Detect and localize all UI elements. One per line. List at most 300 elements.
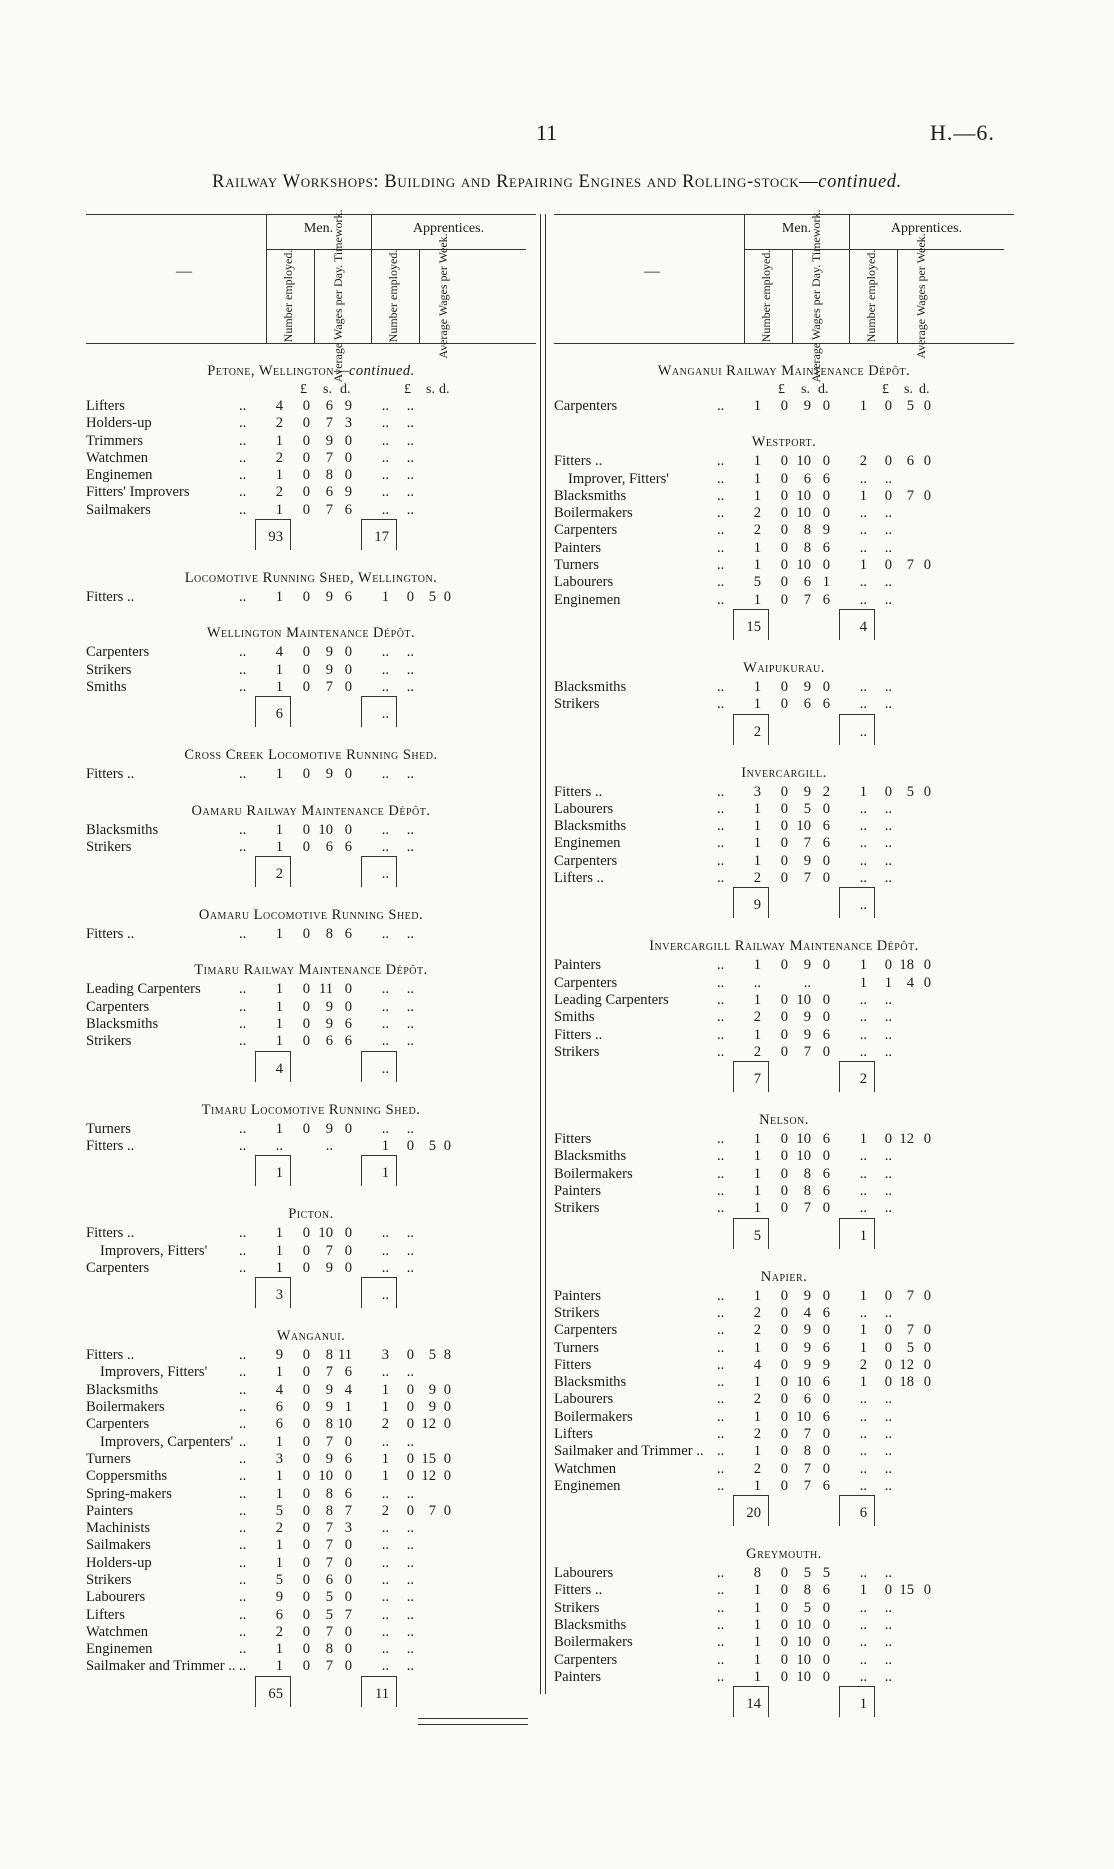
section-total-row — [86, 696, 536, 728]
total-men: 20 — [746, 1505, 761, 1522]
men-pence: 7 — [344, 1502, 352, 1519]
men-pounds: 0 — [302, 678, 310, 695]
leader-dots: .. — [717, 1339, 725, 1356]
table-row — [554, 1617, 1014, 1634]
apprentice-pounds: .. — [884, 1304, 892, 1321]
men-pence: 6 — [822, 1582, 830, 1599]
men-pence: 9 — [344, 398, 352, 414]
unit-pound: £ — [882, 382, 889, 397]
apprentice-pence: 0 — [923, 1356, 931, 1373]
apprentice-pounds: .. — [884, 1200, 892, 1217]
table-row — [86, 398, 536, 415]
men-pounds: 0 — [780, 1148, 788, 1165]
section-title-text: Wanganui Railway Maintenance Dépôt. — [657, 363, 911, 379]
men-number: 1 — [275, 1033, 283, 1050]
leader-dots: .. — [717, 1200, 725, 1217]
leader-dots: .. — [717, 1287, 725, 1304]
apprentice-pence: 0 — [443, 1450, 451, 1467]
apprentice-number: 1 — [859, 1287, 867, 1304]
apprentice-pounds: .. — [406, 467, 414, 484]
men-number: 1 — [753, 1339, 761, 1356]
men-pence: 0 — [822, 1443, 830, 1460]
section-total-row — [86, 1051, 536, 1083]
apprentice-pounds: .. — [884, 1599, 892, 1616]
men-pounds: 0 — [780, 1408, 788, 1425]
trade-label: Enginemen — [86, 1641, 153, 1658]
table-row — [554, 592, 1014, 609]
total-apprentices: 17 — [374, 529, 389, 546]
leader-dots: .. — [717, 1425, 725, 1442]
men-shillings: 5 — [325, 1589, 333, 1606]
section-total-row — [554, 1686, 1014, 1718]
men-number: .. — [753, 974, 761, 991]
men-number: 1 — [275, 501, 283, 518]
trade-label: Fitters' Improvers — [86, 484, 190, 501]
men-pounds: 0 — [780, 1026, 788, 1043]
trade-label: Enginemen — [554, 591, 621, 608]
table-row — [86, 679, 536, 696]
men-pounds: 0 — [780, 852, 788, 869]
leader-dots: .. — [239, 1433, 247, 1450]
trade-label: Enginemen — [554, 835, 621, 852]
apprentice-pounds: .. — [884, 1634, 892, 1651]
apprentice-number: 1 — [859, 974, 867, 991]
leader-dots: .. — [717, 1599, 725, 1616]
leader-dots: .. — [717, 1582, 725, 1599]
left-section-title — [86, 567, 536, 589]
apprentice-pounds: .. — [884, 991, 892, 1008]
men-pence: 0 — [344, 661, 352, 678]
men-pounds: 0 — [780, 783, 788, 800]
men-pounds: 0 — [780, 1599, 788, 1616]
total-apprentices: .. — [859, 723, 867, 740]
leader-dots: .. — [717, 1391, 725, 1408]
table-row — [86, 1451, 536, 1468]
leader-dots: .. — [239, 1468, 247, 1485]
header-num-employed — [746, 251, 786, 341]
men-pounds: 0 — [302, 1242, 310, 1259]
leader-dots: .. — [717, 1651, 725, 1668]
men-pounds: 0 — [780, 1131, 788, 1148]
apprentice-number: .. — [859, 800, 867, 817]
apprentice-number: .. — [381, 1606, 389, 1623]
men-pounds: 0 — [780, 1009, 788, 1026]
section-title-text: Picton. — [288, 1206, 334, 1223]
men-pence: 0 — [822, 557, 830, 574]
apprentice-shillings: 18 — [899, 1374, 914, 1391]
apprentice-pence: 0 — [923, 1287, 931, 1304]
unit-pound: £ — [778, 382, 785, 397]
apprentice-number: .. — [859, 1183, 867, 1200]
apprentice-pence: 0 — [923, 1339, 931, 1356]
apprentice-pounds: .. — [884, 818, 892, 835]
men-number: 6 — [275, 1606, 283, 1623]
apprentice-number: .. — [381, 1658, 389, 1675]
men-number: 1 — [275, 1016, 283, 1033]
men-pence: 6 — [822, 696, 830, 713]
leader-dots: .. — [239, 1016, 247, 1033]
men-number: 2 — [753, 1009, 761, 1026]
apprentice-pounds: .. — [884, 574, 892, 591]
men-number: 1 — [275, 1485, 283, 1502]
trade-label: Carpenters — [86, 644, 150, 661]
apprentice-number: .. — [859, 1425, 867, 1442]
table-row — [554, 992, 1014, 1009]
men-shillings: 7 — [325, 415, 333, 432]
men-number: 2 — [275, 1623, 283, 1640]
apprentice-shillings: 7 — [428, 1502, 436, 1519]
men-shillings: 10 — [796, 1651, 811, 1668]
men-pence: 0 — [344, 449, 352, 466]
table-row — [86, 1624, 536, 1641]
men-number: 1 — [753, 398, 761, 414]
apprentice-pounds: 0 — [884, 957, 892, 974]
men-shillings: 6 — [803, 696, 811, 713]
apprentice-number: .. — [381, 821, 389, 838]
apprentice-number: .. — [859, 1391, 867, 1408]
men-pence: 1 — [822, 574, 830, 591]
apprentice-pounds: 0 — [884, 453, 892, 470]
men-shillings: 5 — [803, 1599, 811, 1616]
right-section-title — [554, 360, 1014, 382]
table-row — [554, 1426, 1014, 1443]
leader-dots: .. — [717, 1183, 725, 1200]
men-pence: 6 — [822, 1304, 830, 1321]
total-men: 2 — [275, 866, 283, 883]
men-pence: 0 — [344, 1468, 352, 1485]
men-number: 4 — [275, 398, 283, 414]
men-shillings: 10 — [796, 1131, 811, 1148]
trade-label: Strikers — [86, 1571, 132, 1588]
trade-label: Sailmakers — [86, 1537, 151, 1554]
men-shillings: 9 — [325, 644, 333, 661]
table-row — [554, 957, 1014, 974]
table-row — [86, 1347, 536, 1364]
men-shillings: 7 — [803, 1477, 811, 1494]
table-row — [554, 1166, 1014, 1183]
table-row — [86, 766, 536, 783]
apprentice-number: .. — [381, 1364, 389, 1381]
men-number: 2 — [753, 1391, 761, 1408]
men-pounds: 0 — [780, 522, 788, 539]
leader-dots: .. — [239, 1033, 247, 1050]
apprentice-number: 1 — [859, 1582, 867, 1599]
men-number: 1 — [753, 1599, 761, 1616]
men-pence: 0 — [822, 1668, 830, 1685]
men-pounds: 0 — [302, 1433, 310, 1450]
total-apprentices: 1 — [859, 1696, 867, 1713]
trade-label: Fitters — [554, 1131, 592, 1148]
table-row — [86, 1399, 536, 1416]
apprentice-shillings: 5 — [906, 398, 914, 414]
men-number: 1 — [275, 1537, 283, 1554]
trade-label: Painters — [554, 1668, 602, 1685]
table-row — [554, 1322, 1014, 1339]
men-pence: 0 — [822, 453, 830, 470]
leader-dots: .. — [717, 505, 725, 522]
men-shillings: 9 — [803, 1339, 811, 1356]
men-shillings: 7 — [325, 678, 333, 695]
apprentice-number: .. — [381, 1120, 389, 1137]
leader-dots: .. — [717, 800, 725, 817]
men-pounds: 0 — [780, 453, 788, 470]
table-row — [554, 679, 1014, 696]
section-total-row — [554, 1218, 1014, 1250]
trade-label: Painters — [554, 539, 602, 556]
trade-label: Strikers — [86, 838, 132, 855]
men-pounds: 0 — [302, 1589, 310, 1606]
total-men: 2 — [753, 723, 761, 740]
apprentice-pounds: .. — [884, 1148, 892, 1165]
men-number: 1 — [275, 1658, 283, 1675]
section-total-row — [554, 714, 1014, 746]
header-avg-week — [901, 233, 941, 359]
men-shillings: 7 — [803, 1425, 811, 1442]
apprentice-pounds: .. — [884, 1425, 892, 1442]
men-number: 5 — [275, 1571, 283, 1588]
apprentice-pounds: .. — [406, 1571, 414, 1588]
table-row — [554, 540, 1014, 557]
apprentice-pence: 0 — [923, 1582, 931, 1599]
men-pence: 0 — [344, 1623, 352, 1640]
section-title-text: Napier. — [760, 1268, 808, 1285]
men-pence: 0 — [822, 487, 830, 504]
men-shillings: 8 — [803, 1582, 811, 1599]
men-pence: 0 — [822, 1200, 830, 1217]
header-men: Men. — [303, 221, 334, 236]
men-shillings: 11 — [318, 981, 333, 998]
trade-label: Carpenters — [554, 522, 618, 539]
leader-dots: .. — [717, 591, 725, 608]
men-shillings: 6 — [325, 1033, 333, 1050]
header-label: Number employed. — [281, 249, 295, 343]
apprentice-pounds: .. — [884, 1565, 892, 1582]
leader-dots: .. — [717, 1634, 725, 1651]
apprentice-number: .. — [381, 432, 389, 449]
right-section-title — [554, 657, 1014, 679]
apprentice-number: .. — [859, 522, 867, 539]
leader-dots: .. — [717, 453, 725, 470]
men-pounds: 0 — [302, 398, 310, 414]
men-number: 1 — [753, 835, 761, 852]
men-shillings: 8 — [325, 1485, 333, 1502]
men-pounds: 0 — [302, 589, 310, 606]
section-title-text: Cross Creek Locomotive Running Shed. — [184, 747, 438, 764]
men-pounds: 0 — [780, 1425, 788, 1442]
leader-dots: .. — [717, 1565, 725, 1582]
men-pence: 6 — [822, 1026, 830, 1043]
men-pence: 7 — [344, 1606, 352, 1623]
men-pence: 6 — [344, 1450, 352, 1467]
table-row — [554, 1582, 1014, 1599]
header-dash: — — [176, 263, 192, 280]
men-number: 1 — [753, 1148, 761, 1165]
men-pounds: 0 — [780, 991, 788, 1008]
men-pence: 6 — [822, 818, 830, 835]
table-row — [554, 522, 1014, 539]
apprentice-pence: 0 — [443, 1468, 451, 1485]
trade-label: Carpenters — [86, 1416, 150, 1433]
section-title-text: Oamaru Locomotive Running Shed. — [198, 907, 424, 924]
men-pence: 0 — [822, 800, 830, 817]
trade-label: Fitters .. — [86, 766, 135, 783]
trade-label: Boilermakers — [554, 1408, 633, 1425]
men-shillings: 10 — [796, 453, 811, 470]
header-sub-separator — [897, 249, 898, 343]
left-column — [86, 209, 536, 1708]
table-row — [554, 1634, 1014, 1651]
right-section-title — [554, 1266, 1014, 1288]
men-number: 1 — [753, 1287, 761, 1304]
men-shillings: 4 — [803, 1304, 811, 1321]
men-pounds: 0 — [302, 1485, 310, 1502]
table-row — [554, 1391, 1014, 1408]
trade-label: Enginemen — [554, 1477, 621, 1494]
men-number: 1 — [753, 1651, 761, 1668]
header-label: Number employed. — [759, 249, 773, 343]
table-row — [554, 853, 1014, 870]
leader-dots: .. — [717, 522, 725, 539]
section-title-text: Waipukurau. — [743, 659, 825, 676]
men-pounds: 0 — [780, 835, 788, 852]
leader-dots: .. — [239, 1399, 247, 1416]
table-row — [554, 1200, 1014, 1217]
apprentice-pounds: .. — [884, 591, 892, 608]
apprentice-pounds: .. — [884, 1183, 892, 1200]
trade-label: Watchmen — [554, 1460, 617, 1477]
section-title-suffix: continued. — [348, 363, 415, 379]
men-pounds: 0 — [780, 398, 788, 414]
men-pence: 6 — [822, 835, 830, 852]
section-title-text: Wellington Maintenance Dépôt. — [206, 625, 416, 642]
trade-label: Holders-up — [86, 1554, 152, 1571]
men-pence: 0 — [344, 1120, 352, 1137]
leader-dots: .. — [717, 1165, 725, 1182]
apprentice-number: .. — [859, 1651, 867, 1668]
men-number: 1 — [753, 591, 761, 608]
leader-dots: .. — [239, 1364, 247, 1381]
apprentice-shillings: 5 — [428, 1347, 436, 1364]
total-men: 6 — [275, 706, 283, 723]
men-number: 1 — [275, 998, 283, 1015]
table-row — [554, 1652, 1014, 1669]
trade-label: Leading Carpenters — [554, 991, 669, 1008]
men-shillings: 7 — [325, 1364, 333, 1381]
apprentice-number: .. — [381, 661, 389, 678]
unit-pound: £ — [300, 382, 307, 397]
trade-label: Blacksmiths — [86, 821, 159, 838]
apprentice-pence: 0 — [923, 1322, 931, 1339]
apprentice-pounds: .. — [406, 1016, 414, 1033]
men-shillings: 7 — [325, 1242, 333, 1259]
men-pence: 0 — [822, 1391, 830, 1408]
leader-dots: .. — [717, 974, 725, 991]
men-shillings: 10 — [796, 1148, 811, 1165]
men-shillings: 9 — [803, 957, 811, 974]
trade-label: Leading Carpenters — [86, 981, 201, 998]
header-num-employed — [268, 251, 308, 341]
apprentice-number: .. — [381, 644, 389, 661]
apprentice-number: 2 — [859, 1356, 867, 1373]
apprentice-pounds: .. — [884, 539, 892, 556]
table-row — [86, 926, 536, 943]
men-shillings: 6 — [325, 484, 333, 501]
men-number: 1 — [753, 453, 761, 470]
men-pounds: 0 — [302, 661, 310, 678]
leader-dots: .. — [717, 487, 725, 504]
trade-label: Blacksmiths — [554, 1617, 627, 1634]
header-label: Average Wages per Week. — [436, 233, 450, 359]
table-row — [554, 488, 1014, 505]
right-section-title — [554, 762, 1014, 784]
table-row — [86, 1641, 536, 1658]
men-shillings: 5 — [325, 1606, 333, 1623]
apprentice-number: 1 — [859, 1322, 867, 1339]
men-number: 2 — [753, 1425, 761, 1442]
apprentice-number: .. — [859, 696, 867, 713]
men-number: 1 — [275, 661, 283, 678]
men-pounds: 0 — [780, 678, 788, 695]
trade-label: Smiths — [86, 678, 127, 695]
apprentice-number: 1 — [859, 398, 867, 414]
apprentice-number: .. — [381, 1433, 389, 1450]
table-row — [554, 1600, 1014, 1617]
apprentice-pounds: .. — [406, 1433, 414, 1450]
total-men: 15 — [746, 618, 761, 635]
section-total-row — [554, 887, 1014, 919]
men-pence: 0 — [822, 870, 830, 887]
table-row — [554, 1461, 1014, 1478]
men-number: 4 — [753, 1356, 761, 1373]
apprentice-pence: 0 — [923, 557, 931, 574]
men-shillings: 7 — [325, 449, 333, 466]
unit-d: d. — [919, 382, 930, 397]
trade-label: Strikers — [554, 1043, 600, 1060]
men-number: 1 — [753, 557, 761, 574]
leader-dots: .. — [239, 467, 247, 484]
apprentice-number: 1 — [859, 1374, 867, 1391]
apprentice-shillings: 5 — [428, 1137, 436, 1154]
men-shillings: 6 — [325, 838, 333, 855]
leader-dots: .. — [239, 838, 247, 855]
apprentice-pence: 0 — [923, 957, 931, 974]
section-total-row — [554, 609, 1014, 641]
men-number: 1 — [275, 1433, 283, 1450]
men-shillings: 10 — [796, 487, 811, 504]
apprentice-pounds: .. — [406, 1364, 414, 1381]
apprentice-number: 1 — [859, 1339, 867, 1356]
men-shillings: .. — [803, 974, 811, 991]
table-row — [86, 1364, 536, 1381]
trade-label: Trimmers — [86, 432, 144, 449]
apprentice-number: 1 — [381, 1137, 389, 1154]
apprentice-pounds: .. — [406, 838, 414, 855]
men-pounds: 0 — [302, 467, 310, 484]
men-pence: 0 — [344, 981, 352, 998]
men-pounds: 0 — [780, 505, 788, 522]
men-pence: 11 — [337, 1347, 352, 1364]
trade-label: Fitters .. — [86, 926, 135, 943]
men-number: 1 — [275, 981, 283, 998]
apprentice-pounds: .. — [406, 1641, 414, 1658]
apprentice-number: 1 — [381, 1468, 389, 1485]
table-row — [86, 644, 536, 661]
apprentice-number: 1 — [859, 557, 867, 574]
trade-label: Improvers, Fitters' — [100, 1242, 208, 1259]
apprentice-number: .. — [859, 1617, 867, 1634]
header-avg-week — [423, 233, 463, 359]
apprentice-shillings: 7 — [906, 1287, 914, 1304]
